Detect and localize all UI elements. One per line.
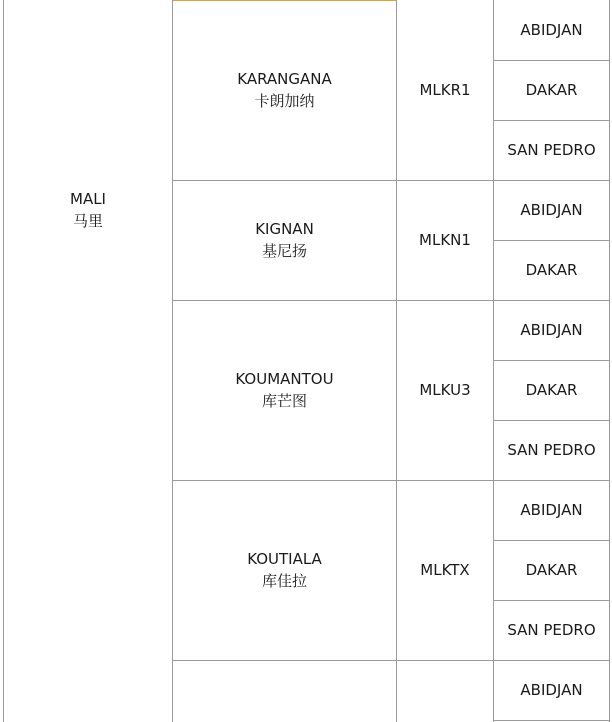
place-code: MLKN1 xyxy=(419,231,471,249)
place-name-zh: 库芒图 xyxy=(261,392,307,410)
place-name-zh: 基尼扬 xyxy=(261,242,307,260)
table-border-right xyxy=(609,0,610,722)
place-code: MLKU3 xyxy=(419,381,471,399)
place-cell xyxy=(173,180,396,300)
place-code-cell xyxy=(397,180,493,300)
destination-cell xyxy=(494,60,609,120)
destination-cell xyxy=(494,120,609,180)
destination-cell xyxy=(494,180,609,240)
place-cell xyxy=(173,0,396,180)
destination-name: DAKAR xyxy=(525,381,578,399)
place-cell xyxy=(173,480,396,660)
destination-cell xyxy=(494,300,609,360)
destination-name: DAKAR xyxy=(525,81,578,99)
place-code: MLKR1 xyxy=(419,81,471,99)
country-cell xyxy=(4,0,172,420)
place-code-cell xyxy=(397,480,493,660)
place-name-en: KIGNAN xyxy=(255,220,314,238)
destination-cell xyxy=(494,0,609,60)
place-name-zh: 库佳拉 xyxy=(261,572,307,590)
destination-name: ABIDJAN xyxy=(520,681,583,699)
place-cell xyxy=(173,300,396,480)
destination-name: SAN PEDRO xyxy=(507,621,596,639)
place-code-cell xyxy=(397,0,493,180)
destination-name: DAKAR xyxy=(525,561,578,579)
destination-name: SAN PEDRO xyxy=(507,141,596,159)
country-name-zh: 马里 xyxy=(72,212,103,230)
destination-cell xyxy=(494,240,609,300)
destination-cell xyxy=(494,420,609,480)
place-code-cell xyxy=(397,300,493,480)
place-name-zh: 卡朗加纳 xyxy=(254,92,315,110)
place-name-en: KOUMANTOU xyxy=(235,370,334,388)
destination-cell xyxy=(494,540,609,600)
destination-cell xyxy=(494,480,609,540)
destination-name: DAKAR xyxy=(525,261,578,279)
destination-name: ABIDJAN xyxy=(520,21,583,39)
place-name-en: KARANGANA xyxy=(237,70,332,88)
destination-name: ABIDJAN xyxy=(520,321,583,339)
place-code-cell xyxy=(397,660,493,722)
destination-name: ABIDJAN xyxy=(520,201,583,219)
destination-cell xyxy=(494,600,609,660)
country-name-en: MALI xyxy=(70,190,106,208)
place-code: MLKTX xyxy=(420,561,470,579)
destination-name: ABIDJAN xyxy=(520,501,583,519)
destination-cell xyxy=(494,660,609,720)
destination-name: SAN PEDRO xyxy=(507,441,596,459)
place-name-en: KOUTIALA xyxy=(247,550,322,568)
place-cell xyxy=(173,660,396,722)
row-divider xyxy=(493,720,610,721)
destination-cell xyxy=(494,360,609,420)
